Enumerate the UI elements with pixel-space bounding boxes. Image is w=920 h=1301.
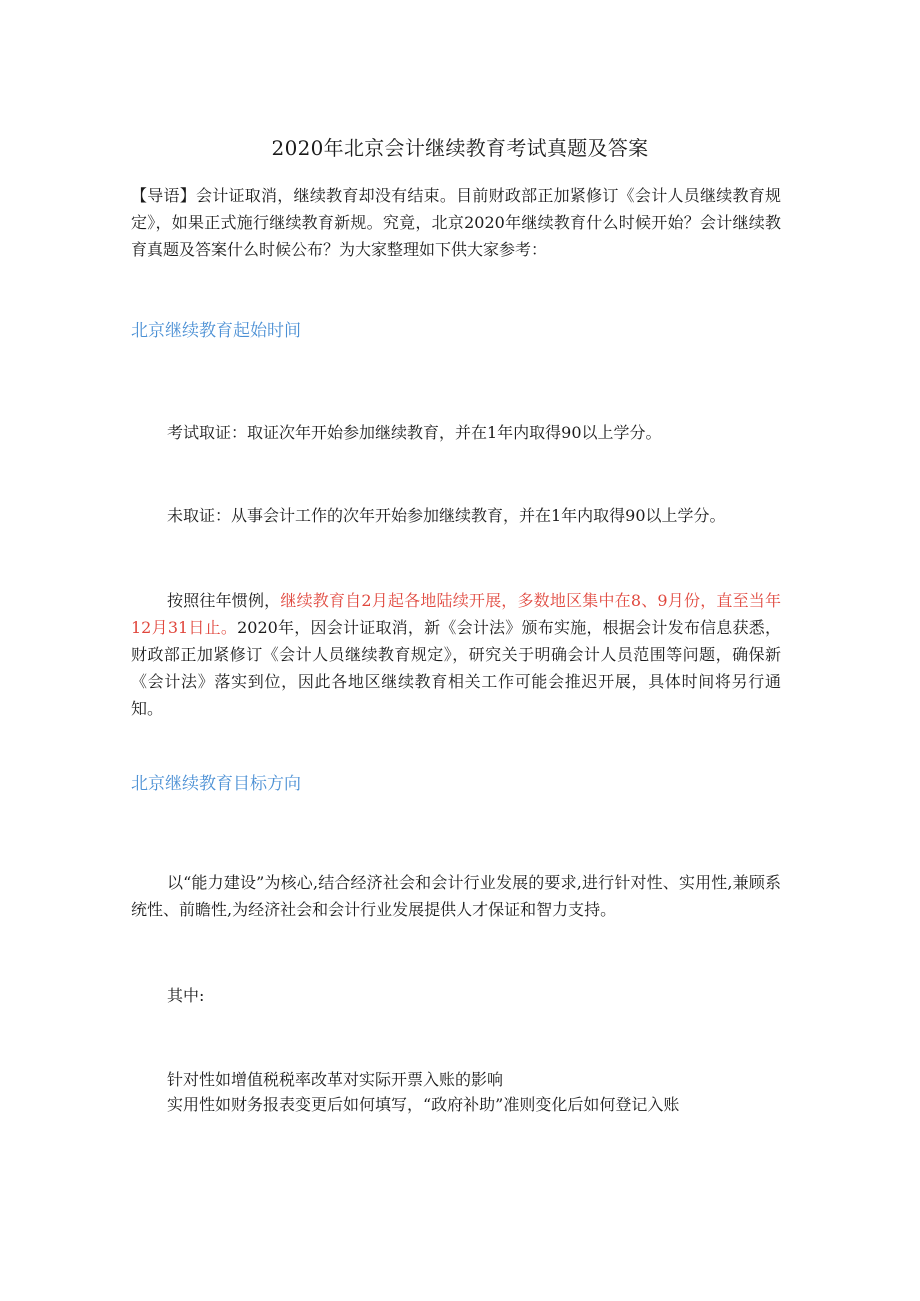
schedule-suffix: 2020年，因会计证取消，新《会计法》颁布实施，根据会计发布信息获悉，财政部正加紧修订《会计人员继续教育规定》，研究关于明确会计人员范围等问题，确保新《会计法》落实到位，因此各地区继续教育相关工作可能会推迟开展，具体时间将另行通知。 xyxy=(131,618,781,718)
schedule-highlight: 继续教育自2月起各地陆续开展，多数地区集中在8、9月份，直至当年12月31日止。 xyxy=(131,591,781,637)
paragraph-exam-certificate: 考试取证：取证次年开始参加继续教育，并在1年内取得90以上学分。 xyxy=(167,423,662,442)
intro-paragraph: 【导语】会计证取消，继续教育却没有结束。目前财政部正加紧修订《会计人员继续教育规定》，如果正式施行继续教育新规。究竟，北京2020年继续教育什么时候开始？会计继续教育真题及答案什么时候公布？为大家整理如下供大家参考： xyxy=(131,186,781,259)
list-line-practical: 实用性如财务报表变更后如何填写，“政府补助”准则变化后如何登记入账 xyxy=(167,1095,680,1114)
paragraph-core-goal: 以“能力建设”为核心,结合经济社会和会计行业发展的要求,进行针对性、实用性,兼顾系统性、前瞻性,为经济社会和会计行业发展提供人才保证和智力支持。 xyxy=(131,873,781,919)
document-title: 2020年北京会计继续教育考试真题及答案 xyxy=(271,136,649,160)
section-heading-goal-direction: 北京继续教育目标方向 xyxy=(131,774,301,794)
paragraph-no-certificate: 未取证：从事会计工作的次年开始参加继续教育，并在1年内取得90以上学分。 xyxy=(167,506,726,525)
section-heading-start-time: 北京继续教育起始时间 xyxy=(131,321,301,341)
paragraph-schedule xyxy=(131,587,781,722)
schedule-prefix: 按照往年惯例， xyxy=(167,591,281,610)
paragraph-among-them: 其中: xyxy=(167,986,205,1005)
list-line-targeted: 针对性如增值税税率改革对实际开票入账的影响 xyxy=(167,1070,504,1089)
